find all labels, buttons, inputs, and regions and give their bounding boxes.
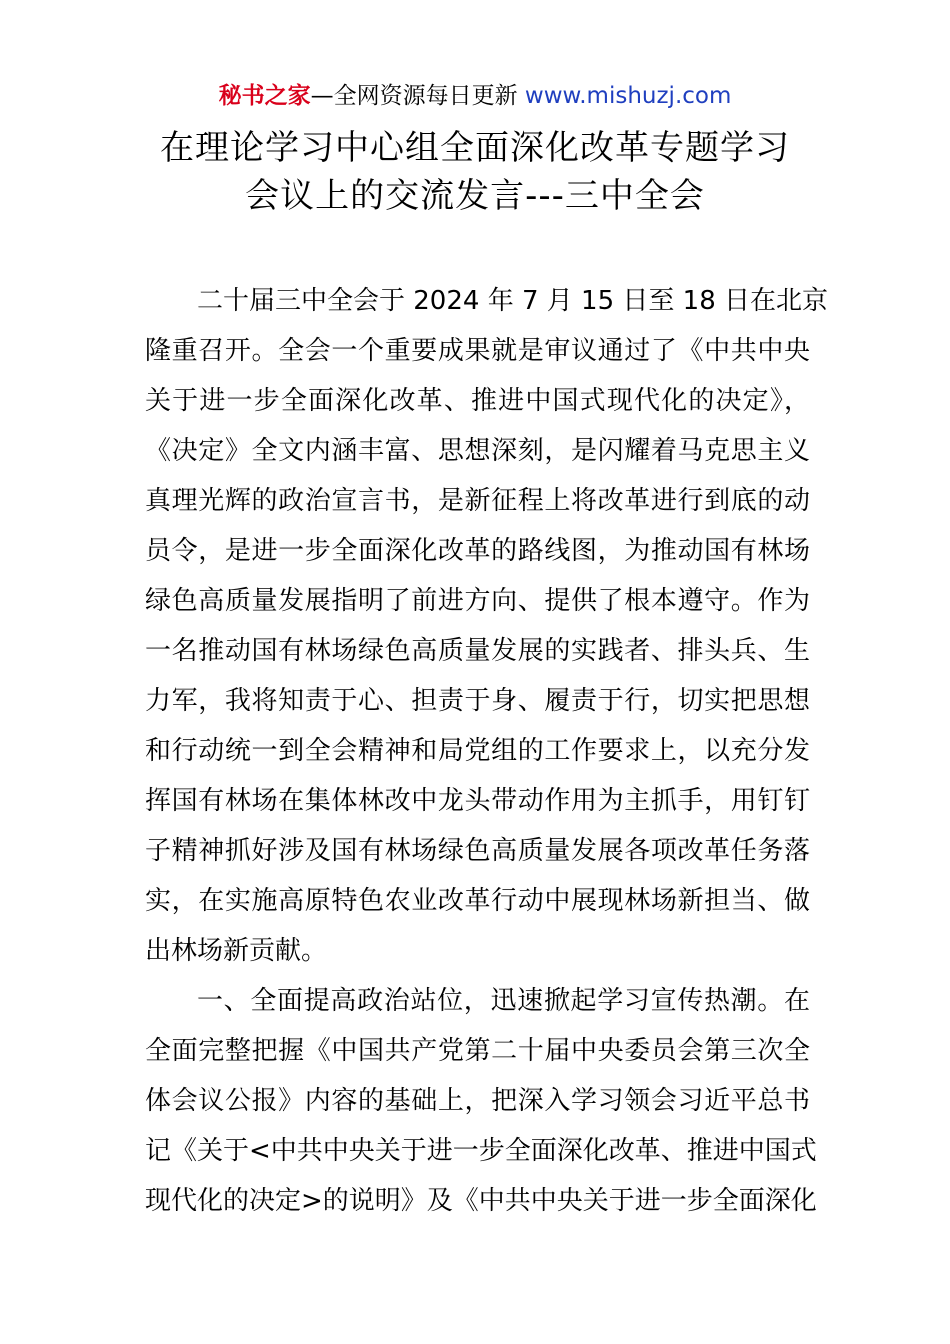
- text-line: 绿色高质量发展指明了前进方向、提供了根本遵守。作为: [145, 586, 810, 616]
- paragraph-intro: [145, 276, 828, 976]
- title-line: 在理论学习中心组全面深化改革专题学习: [160, 128, 790, 168]
- text-line: 一名推动国有林场绿色高质量发展的实践者、排头兵、生: [145, 636, 810, 666]
- text-line: 和行动统一到全会精神和局党组的工作要求上，以充分发: [145, 736, 810, 766]
- text-line: 力军，我将知责于心、担责于身、履责于行，切实把思想: [145, 686, 810, 716]
- paragraph-section-one: [145, 976, 817, 1226]
- document-title: [0, 124, 950, 220]
- text-line: 记《关于<中共中央关于进一步全面深化改革、推进中国式: [145, 1136, 817, 1166]
- text-line: 一、全面提高政治站位，迅速掀起学习宣传热潮。在: [197, 986, 810, 1016]
- site-header: [0, 80, 950, 112]
- text-line: 挥国有林场在集体林改中龙头带动作用为主抓手，用钉钉: [145, 786, 810, 816]
- document-body: [145, 276, 828, 1226]
- text-line: 实，在实施高原特色农业改革行动中展现林场新担当、做: [145, 886, 810, 916]
- text-line: 二十届三中全会于 2024 年 7 月 15 日至 18 日在北京: [197, 286, 828, 316]
- site-tagline: —全网资源每日更新: [310, 83, 525, 109]
- text-line: 真理光辉的政治宣言书，是新征程上将改革进行到底的动: [145, 486, 810, 516]
- text-line: 体会议公报》内容的基础上，把深入学习领会习近平总书: [145, 1086, 810, 1116]
- text-line: 隆重召开。全会一个重要成果就是审议通过了《中共中央: [145, 336, 810, 366]
- site-brand: 秘书之家: [218, 83, 311, 109]
- text-line: 全面完整把握《中国共产党第二十届中央委员会第三次全: [145, 1036, 810, 1066]
- title-line: 会议上的交流发言---三中全会: [245, 176, 705, 216]
- text-line: 子精神抓好涉及国有林场绿色高质量发展各项改革任务落: [145, 836, 810, 866]
- text-line: 员令，是进一步全面深化改革的路线图，为推动国有林场: [145, 536, 810, 566]
- text-line: 出林场新贡献。: [145, 936, 328, 966]
- text-line: 《决定》全文内涵丰富、思想深刻，是闪耀着马克思主义: [145, 436, 810, 466]
- text-line: 现代化的决定>的说明》及《中共中央关于进一步全面深化: [145, 1186, 817, 1216]
- text-line: 关于进一步全面深化改革、推进中国式现代化的决定》，: [145, 386, 810, 416]
- site-url-link[interactable]: www.mishuzj.com: [524, 83, 732, 109]
